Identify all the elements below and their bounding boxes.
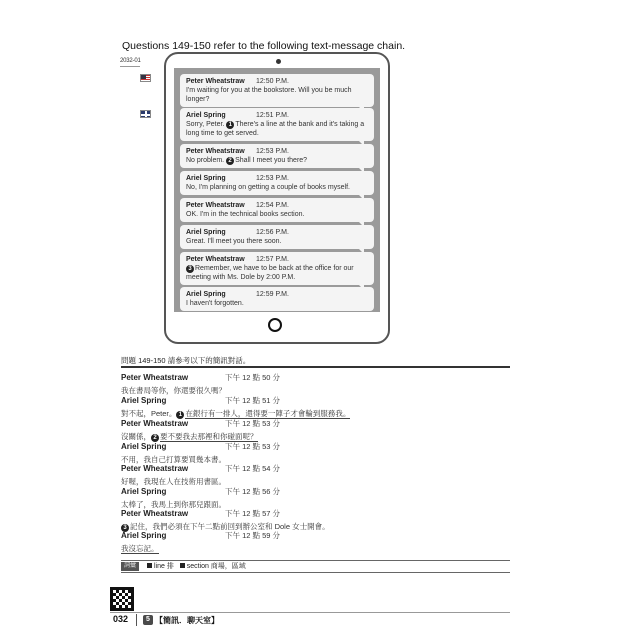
- home-button[interactable]: [268, 318, 282, 332]
- translation-row: [121, 509, 510, 519]
- sender-name: Peter Wheatstraw: [186, 148, 245, 155]
- vocabulary-bar: [121, 560, 510, 573]
- message-text: 3 Remember, we have to be back at the office for our meeting with Ms. Dole by 2:00 P.M.: [186, 265, 354, 281]
- message-text: No, I'm planning on getting a couple of books myself.: [186, 184, 350, 191]
- speaker-time: 下午 12 點 59 分: [225, 531, 281, 540]
- camera-icon: [276, 59, 281, 64]
- translation-row: [121, 487, 510, 497]
- question-heading: Questions 149-150 refer to the following text-message chain.: [122, 40, 406, 52]
- translation-message: 我在書局等你，你還要很久嗎？: [121, 386, 226, 395]
- qr-code-icon: [110, 587, 134, 611]
- message-time: 12:54 P.M.: [256, 202, 289, 209]
- speaker-time: 下午 12 點 50 分: [225, 373, 281, 382]
- message-bubble: [180, 74, 374, 107]
- message-text: Great. I'll meet you there soon.: [186, 238, 282, 245]
- footer-separator: [136, 614, 137, 626]
- translation-row: [121, 464, 510, 474]
- translation-row: [121, 396, 510, 406]
- marker-3-icon: 3: [186, 265, 194, 273]
- translation-message: 沒關係， 2 要不要我去那裡和你碰面呢？: [121, 432, 258, 441]
- message-bubble: [180, 225, 374, 249]
- speaker-name: Ariel Spring: [121, 442, 167, 451]
- message-time: 12:53 P.M.: [256, 175, 289, 182]
- sender-name: Peter Wheatstraw: [186, 78, 245, 85]
- speaker-name: Peter Wheatstraw: [121, 419, 189, 428]
- translation-message: 對不起，Peter。 1 在銀行有一排人，還得要一陣子才會輪到服務我。: [121, 409, 351, 418]
- translation-message: 太棒了，我馬上到你那兒跟面。: [121, 500, 226, 509]
- sender-name: Ariel Spring: [186, 112, 226, 119]
- speaker-name: Peter Wheatstraw: [121, 464, 189, 473]
- message-time: 12:59 P.M.: [256, 291, 289, 298]
- section-icon: 5: [143, 615, 153, 625]
- message-time: 12:50 P.M.: [256, 78, 289, 85]
- speaker-time: 下午 12 點 56 分: [225, 487, 281, 496]
- track-divider: [120, 66, 140, 67]
- speaker-name: Ariel Spring: [121, 531, 167, 540]
- message-text: Sorry, Peter. 1 There's a line at the bank and it's taking a long time to get served.: [186, 121, 365, 137]
- message-bubble: [180, 144, 374, 168]
- message-bubble: [180, 108, 374, 141]
- translation-message: 好喔，我現在人在技術用書區。: [121, 477, 226, 486]
- footer-divider: [110, 612, 510, 613]
- speaker-name: Peter Wheatstraw: [121, 373, 189, 382]
- translation-divider: [121, 366, 510, 368]
- translation-row: [121, 442, 510, 452]
- vocabulary-tag: 詞彙: [121, 562, 139, 571]
- marker-3-icon: 3: [121, 524, 129, 532]
- speaker-time: 下午 12 點 57 分: [225, 509, 281, 518]
- translation-row: [121, 373, 510, 383]
- sender-name: Ariel Spring: [186, 175, 226, 182]
- uk-flag-icon: [140, 110, 151, 118]
- marker-2-icon: 2: [226, 157, 234, 165]
- bullet-icon: [147, 563, 152, 568]
- speaker-name: Ariel Spring: [121, 396, 167, 405]
- translation-row: [121, 531, 510, 541]
- sender-name: Peter Wheatstraw: [186, 256, 245, 263]
- vocabulary-items: line 排 section 商場，區域: [147, 562, 246, 572]
- sender-name: Ariel Spring: [186, 291, 226, 298]
- message-bubble: [180, 198, 374, 222]
- speaker-time: 下午 12 點 53 分: [225, 419, 281, 428]
- section-title: 【簡訊．聊天室】: [155, 616, 219, 625]
- message-time: 12:56 P.M.: [256, 229, 289, 236]
- message-bubble: [180, 252, 374, 285]
- marker-1-icon: 1: [176, 411, 184, 419]
- translation-message: 3 記住，我們必須在下午二點前回到辦公室和 Dole 女士開會。: [121, 521, 330, 532]
- message-time: 12:53 P.M.: [256, 148, 289, 155]
- sender-name: Ariel Spring: [186, 229, 226, 236]
- us-flag-icon: [140, 74, 151, 82]
- translation-heading: 問題 149-150 請參考以下的簡訊對話。: [121, 356, 251, 365]
- tablet-frame: [164, 52, 390, 344]
- bullet-icon: [180, 563, 185, 568]
- speaker-time: 下午 12 點 51 分: [225, 396, 281, 405]
- audio-track-label: 2032-01: [120, 58, 141, 64]
- speaker-time: 下午 12 點 54 分: [225, 464, 281, 473]
- message-text: I'm waiting for you at the bookstore. Will you be much longer?: [186, 87, 352, 103]
- translation-message: 不用，我自己打算要買幾本書。: [121, 455, 226, 464]
- message-bubble: [180, 287, 374, 311]
- speaker-name: Ariel Spring: [121, 487, 167, 496]
- message-bubble: [180, 171, 374, 195]
- translation-row: [121, 419, 510, 429]
- marker-2-icon: 2: [151, 434, 159, 442]
- speaker-name: Peter Wheatstraw: [121, 509, 189, 518]
- message-time: 12:51 P.M.: [256, 112, 289, 119]
- translation-message: 我沒忘記。: [121, 544, 159, 553]
- marker-1-icon: 1: [226, 121, 234, 129]
- message-text: OK. I'm in the technical books section.: [186, 211, 305, 218]
- message-text: No problem. 2 Shall I meet you there?: [186, 157, 308, 164]
- speaker-time: 下午 12 點 53 分: [225, 442, 281, 451]
- message-time: 12:57 P.M.: [256, 256, 289, 263]
- sender-name: Peter Wheatstraw: [186, 202, 245, 209]
- page-number: 032: [113, 614, 129, 624]
- message-text: I haven't forgotten.: [186, 300, 244, 307]
- tablet-screen: [174, 68, 380, 312]
